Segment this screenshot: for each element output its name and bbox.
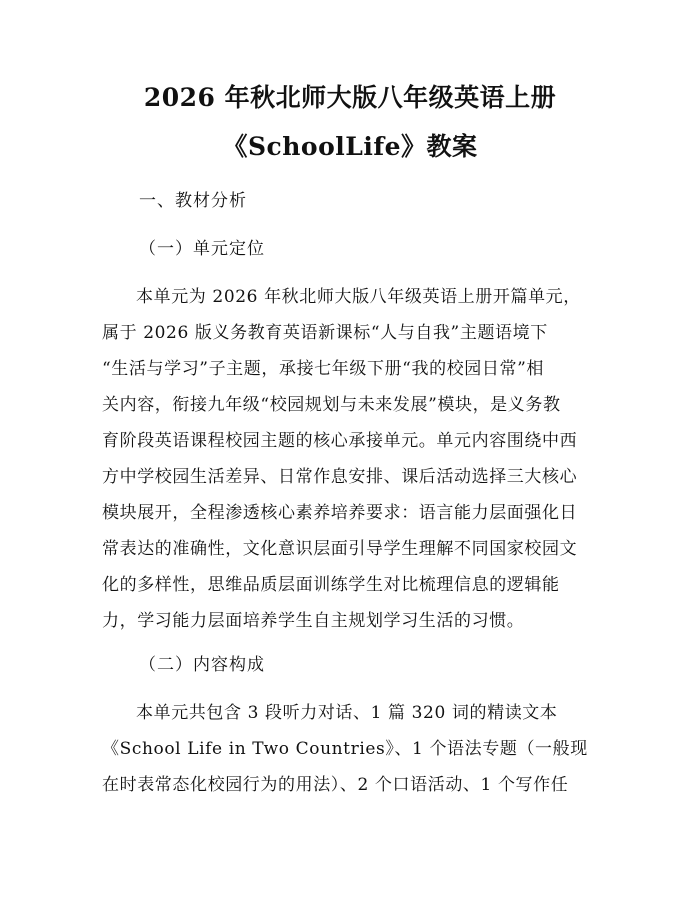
paragraph-line: 力，学习能力层面培养学生自主规划学习生活的习惯。 [102,611,525,631]
paragraph-line: 模块展开，全程渗透核心素养培养要求：语言能力层面强化日 [102,503,578,523]
paragraph-line: 关内容，衔接九年级“校园规划与未来发展”模块，是义务教 [102,395,561,415]
paragraph-line: 化的多样性，思维品质层面训练学生对比梳理信息的逻辑能 [102,575,560,595]
document-title-line-2: 《SchoolLife》教案 [222,132,478,161]
document-title-line-1: 2026 年秋北师大版八年级英语上册 [143,83,557,112]
section-heading-textbook-analysis: 一、教材分析 [139,191,247,211]
paragraph-line: 《School Life in Two Countries》、1 个语法专题（一般现 [102,739,588,759]
subsection-heading-unit-positioning: （一）单元定位 [139,239,265,259]
paragraph-line: 本单元为 2026 年秋北师大版八年级英语上册开篇单元， [136,287,581,307]
paragraph-line: “生活与学习”子主题，承接七年级下册“我的校园日常”相 [102,359,544,379]
paragraph-line: 在时表常态化校园行为的用法）、2 个口语活动、1 个写作任 [102,775,569,795]
paragraph-line: 方中学校园生活差异、日常作息安排、课后活动选择三大核心 [102,467,578,487]
paragraph-line: 常表达的准确性，文化意识层面引导学生理解不同国家校园文 [102,539,578,559]
paragraph-line: 育阶段英语课程校园主题的核心承接单元。单元内容围绕中西 [102,431,578,451]
paragraph-line: 本单元共包含 3 段听力对话、1 篇 320 词的精读文本 [136,703,558,723]
subsection-heading-content-composition: （二）内容构成 [139,655,265,675]
paragraph-line: 属于 2026 版义务教育英语新课标“人与自我”主题语境下 [102,323,548,343]
